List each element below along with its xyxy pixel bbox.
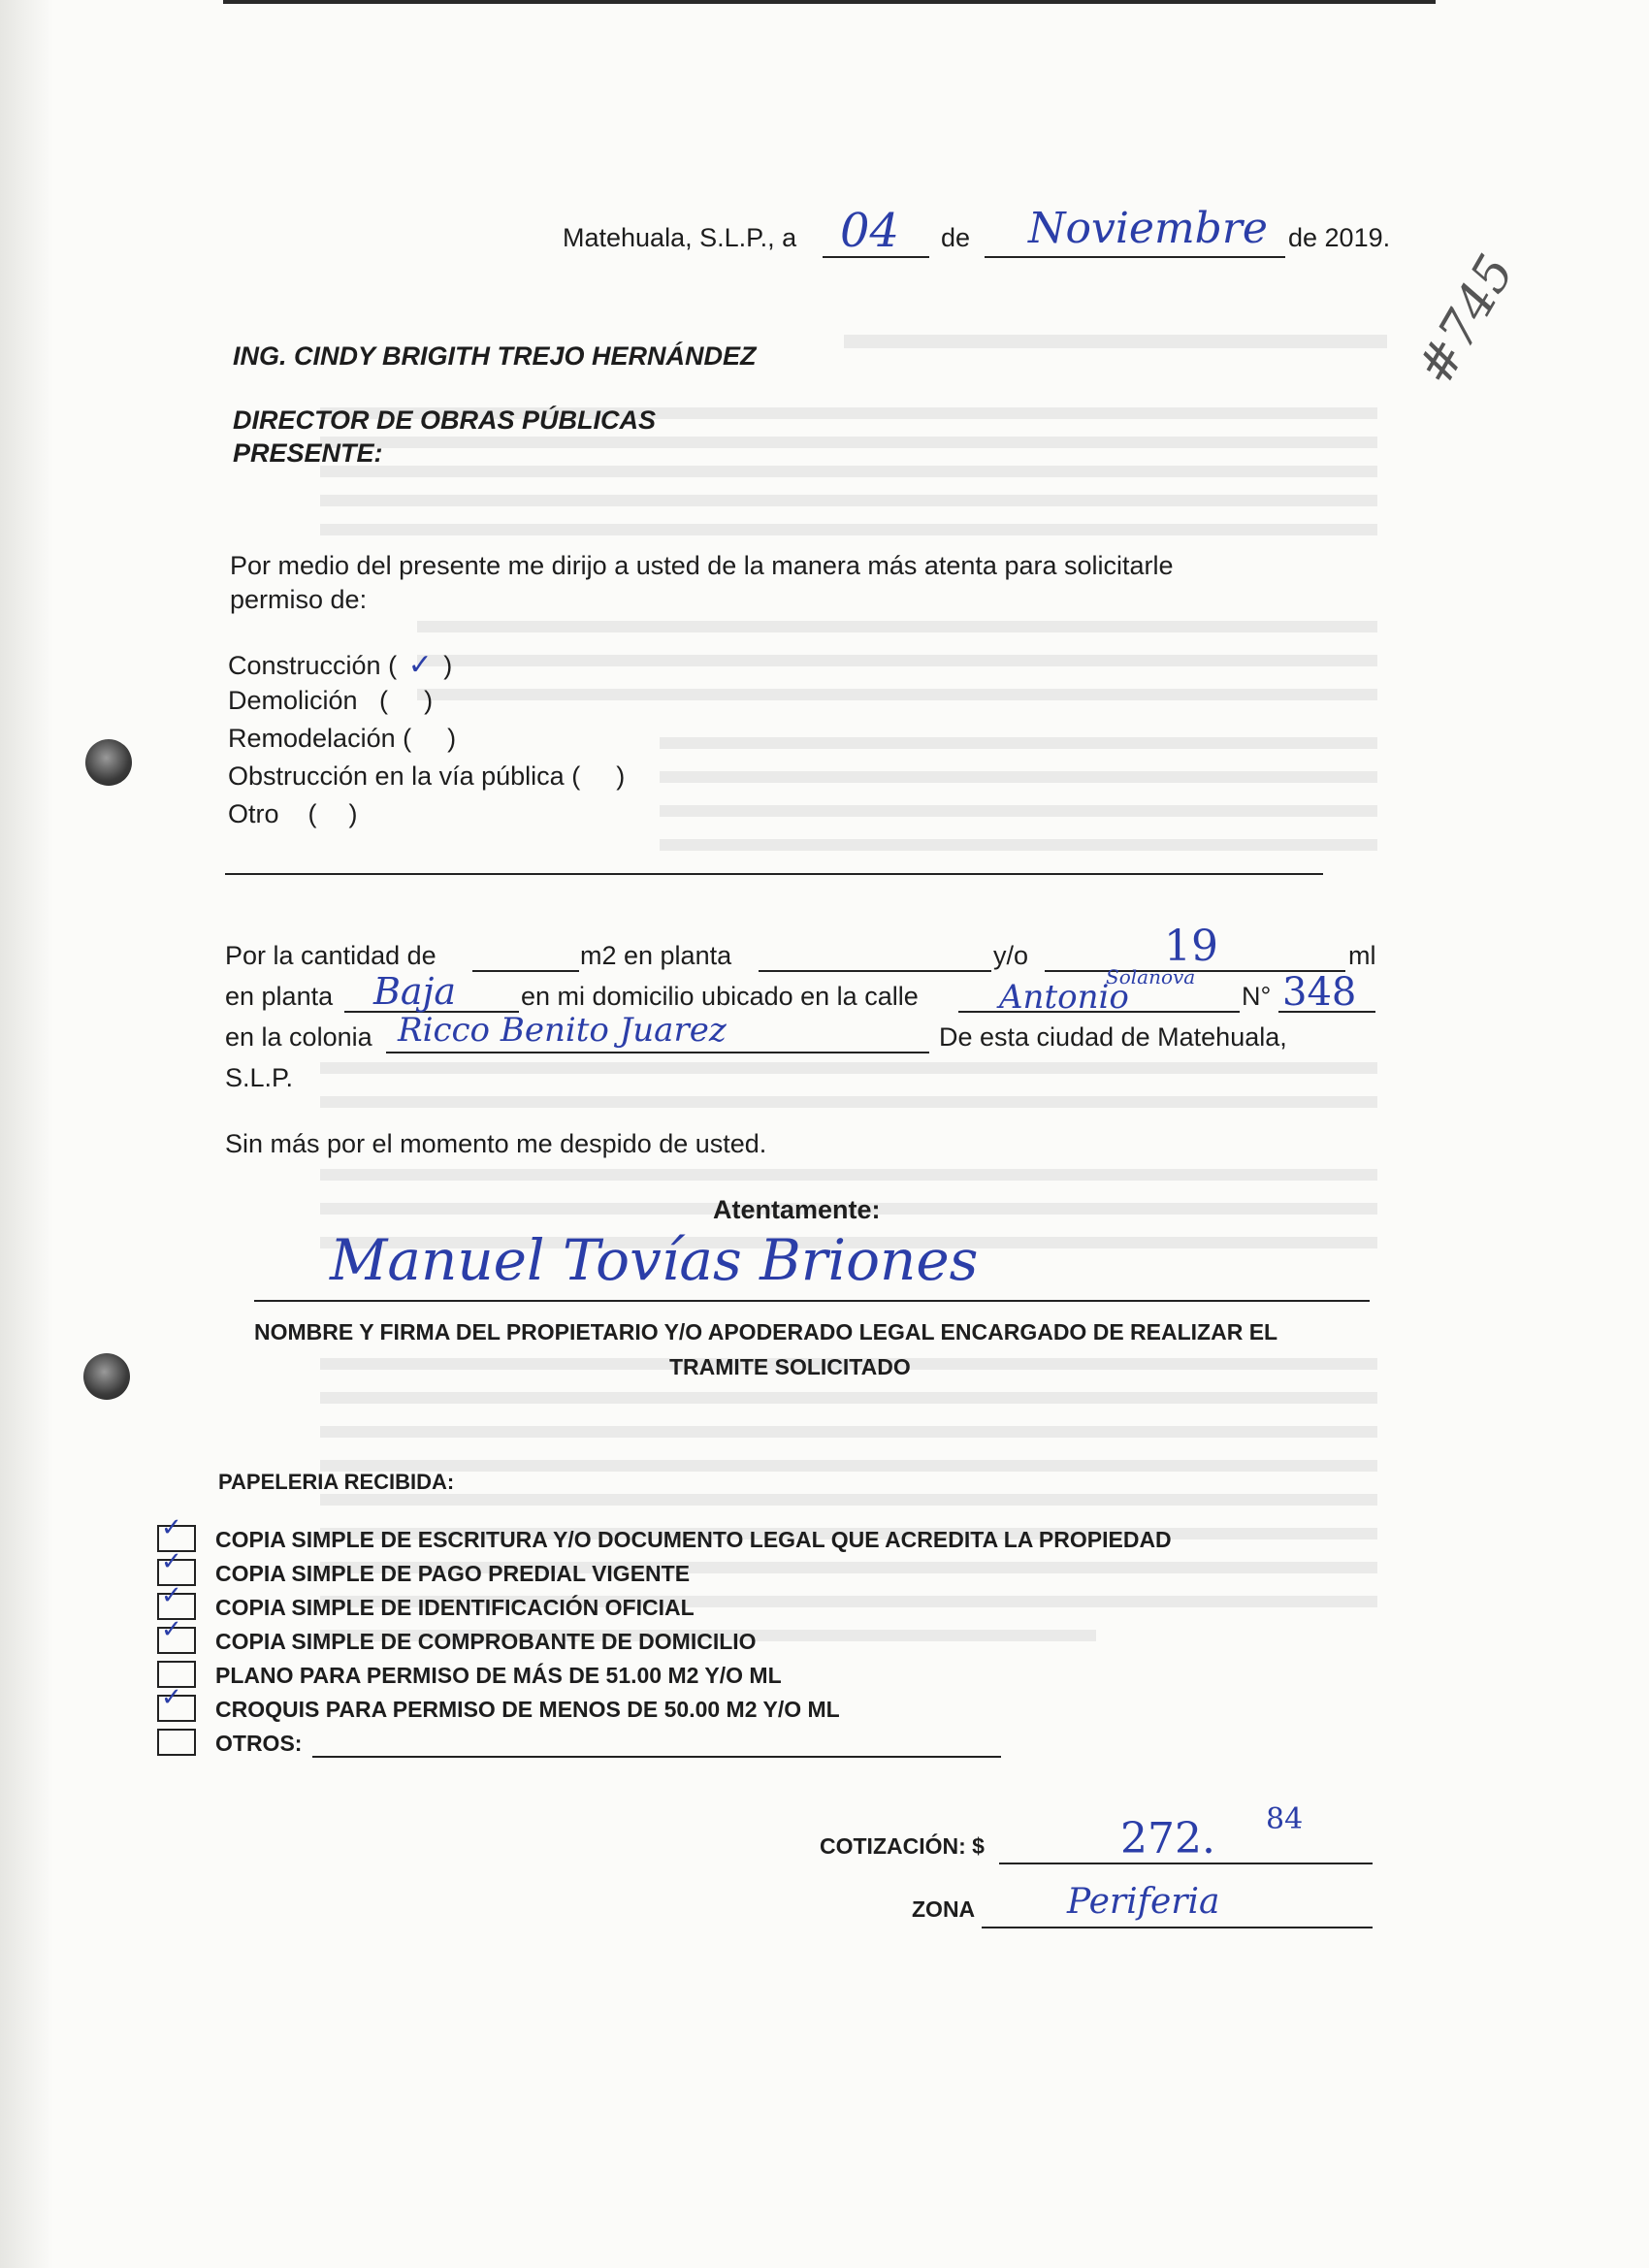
date-de: de [941,223,971,252]
papeleria-heading: PAPELERIA RECIBIDA: [218,1470,455,1494]
check-mark-icon: ✓ [161,1513,182,1542]
cotizacion-label: COTIZACIÓN: $ [820,1833,985,1859]
intro-line-1: Por medio del presente me dirijo a usted de la manera más atenta para solicitarle [230,551,1174,580]
papeleria-label: COPIA SIMPLE DE ESCRITURA Y/O DOCUMENTO LEGAL QUE ACREDITA LA PROPIEDAD [215,1527,1172,1552]
papeleria-label: COPIA SIMPLE DE IDENTIFICACIÓN OFICIAL [215,1595,695,1620]
top-edge-line [223,0,1436,4]
papeleria-label: CROQUIS PARA PERMISO DE MENOS DE 50.00 M2 Y/O ML [215,1697,840,1722]
check-mark-icon: ✓ [161,1581,182,1610]
option-close: ) [443,651,453,680]
qty-planta-line [759,970,991,972]
check-mark-icon: ✓ [161,1683,182,1712]
qty-l3-a: en la colonia [225,1022,372,1052]
intro-line-2: permiso de: [230,585,368,614]
qty-l1-c: y/o [993,941,1029,970]
month-handwritten: Noviembre [1028,204,1268,253]
option-construccion [228,648,452,682]
otro-line [225,873,1323,875]
ml-value-handwritten: 19 [1164,922,1218,971]
recipient-name: ING. CINDY BRIGITH TREJO HERNÁNDEZ [233,341,757,371]
papeleria-label: COPIA SIMPLE DE COMPROBANTE DE DOMICILIO [215,1629,757,1654]
option-mark: ✓ [407,649,433,681]
qty-l1-b: m2 en planta [580,941,732,970]
file-number-annotation: #745 [1406,245,1527,395]
option-label: Construcción ( [228,651,398,680]
colonia-handwritten: Ricco Benito Juarez [398,1011,727,1050]
punch-hole-1 [85,739,132,786]
option-obstruccion [228,761,625,792]
qty-l1-d: ml [1348,941,1376,970]
signature-caption-2: TRAMITE SOLICITADO [669,1354,911,1379]
qty-l3-b: De esta ciudad de Matehuala, [939,1022,1287,1052]
recipient-title: DIRECTOR DE OBRAS PÚBLICAS [233,405,657,435]
qty-m2-line [472,970,579,972]
zona-label: ZONA [912,1896,976,1922]
date-place: Matehuala, S.L.P., a [563,223,797,252]
option-remodelacion [228,724,456,754]
otros-line [312,1756,1001,1758]
papeleria-label: COPIA SIMPLE DE PAGO PREDIAL VIGENTE [215,1561,691,1586]
option-label: Otro ( [228,799,317,828]
planta-value-handwritten: Baja [373,970,457,1013]
atentamente: Atentamente: [713,1195,881,1224]
cotizacion-handwritten: 272. [1120,1814,1215,1863]
zona-line [982,1927,1373,1928]
signature-handwritten: Manuel Tovías Briones [330,1227,979,1293]
papeleria-label: PLANO PARA PERMISO DE MÁS DE 51.00 M2 Y/O ML [215,1663,782,1688]
option-close: ) [447,724,457,753]
qty-l2-a: en planta [225,982,334,1011]
qty-l2-b: en mi domicilio ubicado en la calle [521,982,919,1011]
signature-line [254,1300,1370,1302]
option-otro [228,799,358,829]
option-label: Demolición ( [228,686,389,715]
option-close: ) [424,686,434,715]
checkbox-otros[interactable] [157,1729,196,1756]
check-mark-icon: ✓ [161,1615,182,1644]
street-handwritten: Antonio [999,978,1129,1017]
check-mark-icon: ✓ [161,1547,182,1576]
farewell: Sin más por el momento me despido de usted. [225,1129,767,1158]
scanner-edge [0,0,53,2268]
option-label: Obstrucción en la vía pública ( [228,761,581,791]
option-close: ) [348,799,358,828]
number-handwritten: 348 [1282,970,1357,1015]
colonia-line [386,1052,929,1053]
option-demolicion [228,686,433,716]
qty-l2-c: N° [1242,982,1272,1011]
qty-l4: S.L.P. [225,1063,294,1092]
day-handwritten: 04 [840,204,900,258]
signature-caption-1: NOMBRE Y FIRMA DEL PROPIETARIO Y/O APODERADO LEGAL ENCARGADO DE REALIZAR EL [254,1319,1278,1345]
punch-hole-2 [83,1353,130,1400]
cotizacion-cents-handwritten: 84 [1266,1802,1304,1836]
street-extra-handwritten: Solanova [1106,965,1196,988]
recipient-presente: PRESENTE: [233,438,383,468]
papeleria-label: OTROS: [215,1731,303,1756]
option-label: Remodelación ( [228,724,412,753]
zona-handwritten: Periferia [1067,1882,1220,1922]
qty-l1-a: Por la cantidad de [225,941,436,970]
date-year: de 2019. [1288,223,1391,252]
month-line [985,256,1285,258]
option-close: ) [616,761,626,791]
